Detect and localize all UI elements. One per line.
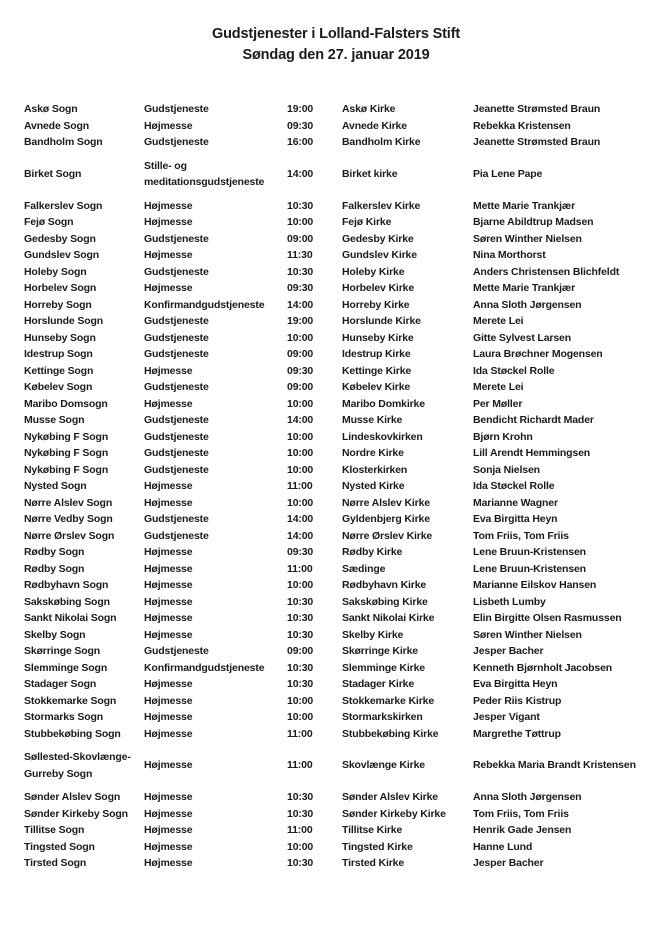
table-row	[24, 330, 648, 347]
officiant-cell: Bjarne Abildtrup Madsen	[473, 216, 594, 228]
time-cell: 14:00	[287, 513, 314, 525]
parish-cell: Idestrup Sogn	[24, 348, 93, 360]
service-type-cell: Gudstjeneste	[144, 381, 209, 393]
time-cell: 10:00	[287, 447, 314, 459]
service-type-cell: Højmesse	[144, 562, 193, 575]
church-cell: Stadager Kirke	[342, 678, 415, 690]
church-cell: Tillitse Kirke	[342, 824, 403, 836]
church-cell: Gyldenbjerg Kirke	[342, 513, 430, 525]
officiant-cell: Ida Støckel Rolle	[473, 480, 555, 492]
time-cell: 09:30	[287, 282, 314, 294]
service-type-cell: Stille- og meditationsgudstjeneste	[144, 159, 265, 188]
time-cell: 10:30	[287, 678, 314, 690]
service-type-cell: Højmesse	[144, 824, 193, 836]
officiant-cell: Gitte Sylvest Larsen	[473, 331, 571, 344]
service-type-cell: Gudstjeneste	[144, 447, 209, 459]
officiant-cell: Laura Brøchner Mogensen	[473, 348, 603, 360]
services-table-body	[24, 101, 648, 872]
table-row	[24, 511, 648, 528]
officiant-cell: Jeanette Strømsted Braun	[473, 136, 601, 148]
church-cell: Sankt Nikolai Kirke	[342, 612, 435, 624]
time-cell: 14:00	[287, 529, 314, 542]
service-type-cell: Gudstjeneste	[144, 331, 209, 344]
officiant-cell: Eva Birgitta Heyn	[473, 513, 558, 525]
church-cell: Birket kirke	[342, 167, 398, 180]
church-cell: Gundslev Kirke	[342, 249, 417, 261]
time-cell: 11:00	[287, 480, 313, 492]
time-cell: 10:30	[287, 265, 314, 278]
time-cell: 10:30	[287, 807, 314, 820]
table-row	[24, 660, 648, 677]
service-type-cell: Højmesse	[144, 199, 193, 212]
title-block	[0, 0, 672, 66]
parish-cell: Købelev Sogn	[24, 381, 93, 393]
officiant-cell: Margrethe Tøttrup	[473, 727, 561, 740]
officiant-cell: Marianne Eilskov Hansen	[473, 579, 597, 591]
parish-cell: Askø Sogn	[24, 103, 78, 115]
table-row	[24, 101, 648, 118]
church-cell: Kettinge Kirke	[342, 364, 412, 377]
officiant-cell: Henrik Gade Jensen	[473, 824, 572, 836]
parish-cell: Nørre Alslev Sogn	[24, 496, 113, 509]
service-type-cell: Højmesse	[144, 694, 193, 707]
service-type-cell: Højmesse	[144, 397, 193, 410]
service-type-cell: Højmesse	[144, 628, 193, 641]
church-cell: Stubbekøbing Kirke	[342, 727, 439, 740]
table-row	[24, 396, 648, 413]
service-type-cell: Gudstjeneste	[144, 136, 209, 148]
time-cell: 10:00	[287, 496, 314, 509]
time-cell: 10:00	[287, 840, 314, 853]
church-cell: Tirsted Kirke	[342, 857, 405, 869]
church-cell: Avnede Kirke	[342, 119, 407, 132]
officiant-cell: Lill Arendt Hemmingsen	[473, 447, 591, 459]
table-row	[24, 412, 648, 429]
table-row	[24, 478, 648, 495]
time-cell: 10:30	[287, 199, 314, 212]
time-cell: 19:00	[287, 315, 314, 327]
officiant-cell: Sonja Nielsen	[473, 463, 540, 476]
parish-cell: Musse Sogn	[24, 414, 85, 426]
table-row	[24, 214, 648, 231]
parish-cell: Rødby Sogn	[24, 546, 85, 558]
service-type-cell: Gudstjeneste	[144, 463, 209, 476]
table-row	[24, 297, 648, 314]
officiant-cell: Merete Lei	[473, 381, 524, 393]
table-row	[24, 495, 648, 512]
church-cell: Horreby Kirke	[342, 298, 410, 311]
service-type-cell: Højmesse	[144, 364, 193, 377]
time-cell: 14:00	[287, 414, 314, 426]
church-cell: Tingsted Kirke	[342, 840, 413, 853]
parish-cell: Horbelev Sogn	[24, 282, 97, 294]
church-cell: Rødbyhavn Kirke	[342, 579, 427, 591]
parish-cell: Maribo Domsogn	[24, 397, 108, 410]
time-cell: 10:00	[287, 430, 314, 443]
table-row	[24, 379, 648, 396]
table-row	[24, 264, 648, 281]
time-cell: 10:30	[287, 612, 314, 624]
officiant-cell: Bjørn Krohn	[473, 430, 533, 443]
service-type-cell: Gudstjeneste	[144, 348, 209, 360]
service-type-cell: Højmesse	[144, 282, 193, 294]
parish-cell: Holeby Sogn	[24, 265, 87, 278]
time-cell: 09:00	[287, 381, 314, 393]
time-cell: 10:00	[287, 463, 314, 476]
table-row	[24, 594, 648, 611]
parish-cell: Nørre Vedby Sogn	[24, 513, 113, 525]
parish-cell: Sakskøbing Sogn	[24, 595, 110, 608]
church-cell: Holeby Kirke	[342, 265, 405, 278]
parish-cell: Søllested-Skovlænge-Gurreby Sogn	[24, 751, 131, 780]
table-row	[24, 363, 648, 380]
parish-cell: Tingsted Sogn	[24, 840, 95, 853]
officiant-cell: Lene Bruun-Kristensen	[473, 546, 586, 558]
officiant-cell: Rebekka Kristensen	[473, 119, 571, 132]
service-type-cell: Højmesse	[144, 678, 193, 690]
time-cell: 11:00	[287, 824, 313, 836]
service-type-cell: Højmesse	[144, 480, 193, 492]
service-type-cell: Højmesse	[144, 727, 193, 740]
parish-cell: Skørringe Sogn	[24, 645, 101, 657]
table-row	[24, 610, 648, 627]
table-row	[24, 742, 648, 789]
church-cell: Lindeskovkirken	[342, 430, 423, 443]
parish-cell: Horslunde Sogn	[24, 315, 103, 327]
service-type-cell: Gudstjeneste	[144, 315, 209, 327]
church-cell: Skørringe Kirke	[342, 645, 418, 657]
officiant-cell: Marianne Wagner	[473, 496, 558, 509]
service-type-cell: Højmesse	[144, 595, 193, 608]
parish-cell: Rødbyhavn Sogn	[24, 579, 109, 591]
officiant-cell: Jesper Bacher	[473, 857, 544, 869]
officiant-cell: Merete Lei	[473, 315, 524, 327]
service-type-cell: Højmesse	[144, 807, 193, 820]
time-cell: 10:00	[287, 711, 314, 723]
church-cell: Skovlænge Kirke	[342, 759, 425, 772]
time-cell: 09:00	[287, 232, 314, 245]
time-cell: 10:30	[287, 595, 314, 608]
table-row	[24, 198, 648, 215]
officiant-cell: Jesper Bacher	[473, 645, 544, 657]
service-type-cell: Højmesse	[144, 791, 193, 803]
church-cell: Askø Kirke	[342, 103, 396, 115]
church-cell: Stokkemarke Kirke	[342, 694, 435, 707]
time-cell: 16:00	[287, 136, 314, 148]
parish-cell: Rødby Sogn	[24, 562, 85, 575]
parish-cell: Tirsted Sogn	[24, 857, 87, 869]
table-row	[24, 577, 648, 594]
time-cell: 10:00	[287, 397, 314, 410]
service-type-cell: Gudstjeneste	[144, 414, 209, 426]
service-type-cell: Højmesse	[144, 119, 193, 132]
time-cell: 14:00	[287, 298, 314, 311]
table-row	[24, 247, 648, 264]
service-type-cell: Konfirmandgudstjeneste	[144, 298, 265, 311]
service-type-cell: Gudstjeneste	[144, 103, 209, 115]
table-row	[24, 346, 648, 363]
table-row	[24, 445, 648, 462]
parish-cell: Sankt Nikolai Sogn	[24, 612, 117, 624]
parish-cell: Hunseby Sogn	[24, 331, 96, 344]
service-type-cell: Gudstjeneste	[144, 645, 209, 657]
service-type-cell: Højmesse	[144, 496, 193, 509]
church-cell: Nysted Kirke	[342, 480, 405, 492]
table-row	[24, 693, 648, 710]
table-row	[24, 151, 648, 198]
parish-cell: Stormarks Sogn	[24, 711, 104, 723]
church-cell: Falkerslev Kirke	[342, 199, 421, 212]
church-cell: Stormarkskirken	[342, 711, 423, 723]
officiant-cell: Rebekka Maria Brandt Kristensen	[473, 759, 636, 772]
church-cell: Sakskøbing Kirke	[342, 595, 428, 608]
table-row	[24, 134, 648, 151]
officiant-cell: Jesper Vigant	[473, 711, 540, 723]
time-cell: 09:30	[287, 546, 314, 558]
church-cell: Nørre Ørslev Kirke	[342, 529, 433, 542]
officiant-cell: Ida Støckel Rolle	[473, 364, 555, 377]
church-cell: Idestrup Kirke	[342, 348, 411, 360]
church-cell: Sønder Alslev Kirke	[342, 791, 438, 803]
time-cell: 10:00	[287, 216, 314, 228]
parish-cell: Birket Sogn	[24, 167, 82, 180]
church-cell: Slemminge Kirke	[342, 661, 425, 674]
parish-cell: Nykøbing F Sogn	[24, 463, 109, 476]
table-row	[24, 789, 648, 806]
table-row	[24, 429, 648, 446]
service-type-cell: Højmesse	[144, 612, 193, 624]
parish-cell: Gundslev Sogn	[24, 249, 100, 261]
table-row	[24, 462, 648, 479]
parish-cell: Stokkemarke Sogn	[24, 694, 117, 707]
parish-cell: Stubbekøbing Sogn	[24, 727, 121, 740]
table-row	[24, 627, 648, 644]
church-cell: Sønder Kirkeby Kirke	[342, 807, 446, 820]
parish-cell: Falkerslev Sogn	[24, 199, 103, 212]
time-cell: 10:30	[287, 661, 314, 674]
officiant-cell: Bendicht Richardt Mader	[473, 414, 594, 426]
officiant-cell: Peder Riis Kistrup	[473, 694, 562, 707]
church-cell: Hunseby Kirke	[342, 331, 414, 344]
table-row	[24, 231, 648, 248]
table-row	[24, 855, 648, 872]
officiant-cell: Nina Morthorst	[473, 249, 546, 261]
officiant-cell: Eva Birgitta Heyn	[473, 678, 558, 690]
service-type-cell: Højmesse	[144, 759, 193, 772]
officiant-cell: Lene Bruun-Kristensen	[473, 562, 586, 575]
time-cell: 10:00	[287, 579, 314, 591]
officiant-cell: Søren Winther Nielsen	[473, 628, 582, 641]
parish-cell: Nykøbing F Sogn	[24, 430, 109, 443]
church-cell: Nørre Alslev Kirke	[342, 496, 430, 509]
service-type-cell: Gudstjeneste	[144, 513, 209, 525]
time-cell: 19:00	[287, 103, 314, 115]
document-subtitle: Søndag den 27. januar 2019	[242, 47, 430, 63]
parish-cell: Stadager Sogn	[24, 678, 97, 690]
church-cell: Fejø Kirke	[342, 216, 392, 228]
officiant-cell: Tom Friis, Tom Friis	[473, 807, 569, 820]
officiant-cell: Anna Sloth Jørgensen	[473, 791, 582, 803]
time-cell: 09:00	[287, 348, 314, 360]
officiant-cell: Lisbeth Lumby	[473, 595, 546, 608]
table-row	[24, 280, 648, 297]
service-type-cell: Højmesse	[144, 711, 193, 723]
church-cell: Klosterkirken	[342, 463, 408, 476]
parish-cell: Nørre Ørslev Sogn	[24, 529, 115, 542]
church-cell: Nordre Kirke	[342, 447, 404, 459]
table-row	[24, 561, 648, 578]
table-row	[24, 839, 648, 856]
parish-cell: Sønder Kirkeby Sogn	[24, 807, 128, 820]
service-type-cell: Konfirmandgudstjeneste	[144, 661, 265, 674]
table-row	[24, 643, 648, 660]
table-row	[24, 544, 648, 561]
service-type-cell: Gudstjeneste	[144, 232, 209, 245]
officiant-cell: Søren Winther Nielsen	[473, 232, 582, 245]
time-cell: 11:00	[287, 759, 313, 772]
time-cell: 10:00	[287, 694, 314, 707]
church-cell: Gedesby Kirke	[342, 232, 414, 245]
service-type-cell: Gudstjeneste	[144, 430, 209, 443]
parish-cell: Slemminge Sogn	[24, 661, 108, 674]
time-cell: 10:00	[287, 331, 314, 344]
table-row	[24, 118, 648, 135]
time-cell: 09:30	[287, 119, 314, 132]
parish-cell: Skelby Sogn	[24, 628, 86, 641]
table-row	[24, 822, 648, 839]
table-row	[24, 313, 648, 330]
table-row	[24, 528, 648, 545]
church-cell: Horbelev Kirke	[342, 282, 415, 294]
service-type-cell: Gudstjeneste	[144, 265, 209, 278]
officiant-cell: Anna Sloth Jørgensen	[473, 298, 582, 311]
church-cell: Skelby Kirke	[342, 628, 404, 641]
time-cell: 11:00	[287, 562, 313, 575]
officiant-cell: Tom Friis, Tom Friis	[473, 529, 569, 542]
document-title: Gudstjenester i Lolland-Falsters Stift	[211, 26, 461, 42]
table-row	[24, 676, 648, 693]
table-row	[24, 806, 648, 823]
church-cell: Musse Kirke	[342, 414, 403, 426]
parish-cell: Nysted Sogn	[24, 480, 87, 492]
service-type-cell: Højmesse	[144, 249, 193, 261]
parish-cell: Sønder Alslev Sogn	[24, 791, 121, 803]
church-cell: Rødby Kirke	[342, 546, 403, 558]
time-cell: 09:00	[287, 645, 314, 657]
service-type-cell: Gudstjeneste	[144, 529, 209, 542]
time-cell: 09:30	[287, 364, 314, 377]
time-cell: 14:00	[287, 167, 314, 180]
service-type-cell: Højmesse	[144, 216, 193, 228]
service-type-cell: Højmesse	[144, 579, 193, 591]
church-cell: Bandholm Kirke	[342, 136, 421, 148]
parish-cell: Tillitse Sogn	[24, 824, 85, 836]
time-cell: 10:30	[287, 791, 314, 803]
parish-cell: Fejø Sogn	[24, 216, 74, 228]
officiant-cell: Anders Christensen Blichfeldt	[473, 265, 620, 278]
table-row	[24, 709, 648, 726]
officiant-cell: Jeanette Strømsted Braun	[473, 103, 601, 115]
time-cell: 10:30	[287, 628, 314, 641]
parish-cell: Horreby Sogn	[24, 298, 92, 311]
parish-cell: Bandholm Sogn	[24, 136, 103, 148]
officiant-cell: Mette Marie Trankjær	[473, 199, 576, 212]
services-table	[24, 101, 648, 872]
parish-cell: Kettinge Sogn	[24, 364, 94, 377]
officiant-cell: Pia Lene Pape	[473, 167, 543, 180]
officiant-cell: Hanne Lund	[473, 840, 533, 853]
parish-cell: Gedesby Sogn	[24, 232, 96, 245]
time-cell: 10:30	[287, 857, 314, 869]
service-type-cell: Højmesse	[144, 857, 193, 869]
church-cell: Købelev Kirke	[342, 381, 411, 393]
service-type-cell: Højmesse	[144, 546, 193, 558]
officiant-cell: Elin Birgitte Olsen Rasmussen	[473, 612, 622, 624]
time-cell: 11:00	[287, 727, 313, 740]
officiant-cell: Kenneth Bjørnholt Jacobsen	[473, 661, 613, 674]
church-cell: Maribo Domkirke	[342, 397, 425, 410]
church-cell: Horslunde Kirke	[342, 315, 421, 327]
time-cell: 11:30	[287, 249, 313, 261]
church-cell: Sædinge	[342, 562, 386, 575]
parish-cell: Nykøbing F Sogn	[24, 447, 109, 459]
officiant-cell: Per Møller	[473, 397, 523, 410]
table-row	[24, 726, 648, 743]
officiant-cell: Mette Marie Trankjær	[473, 282, 576, 294]
service-type-cell: Højmesse	[144, 840, 193, 853]
parish-cell: Avnede Sogn	[24, 119, 90, 132]
